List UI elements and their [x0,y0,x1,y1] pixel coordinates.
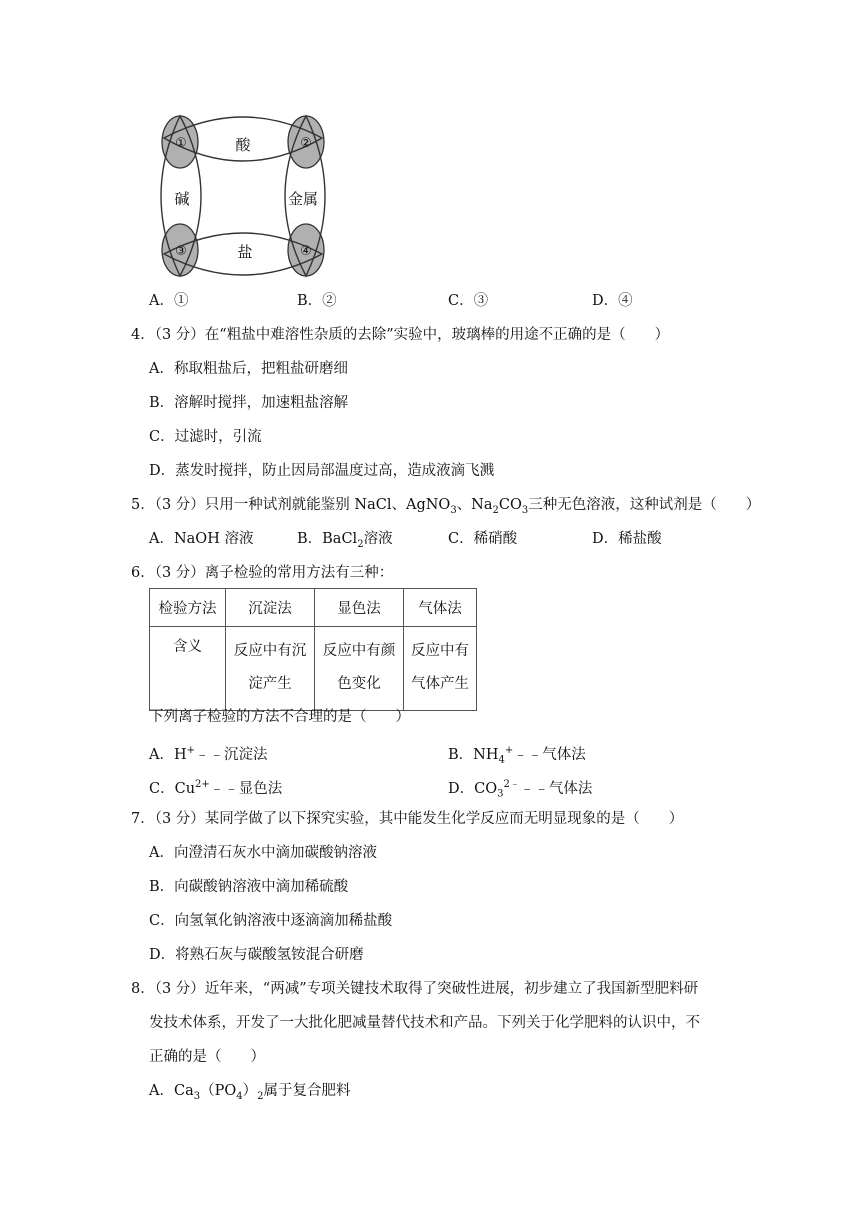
q8-option-a-text: （PO [200,1083,237,1099]
label-acid: 酸 [235,136,251,154]
q5-stem [131,495,760,521]
label-n2: ② [300,136,312,151]
table-cell-line: 淀产生 [248,676,292,692]
q8-option-a-text: ） [242,1083,258,1099]
q7-option-a[interactable]: A．向澄清石灰水中滴加碳酸钠溶液 [149,845,377,861]
q5-option-b-subscript: 2 [357,538,364,550]
q6-option-c-superscript: 2+ [195,779,210,790]
q6-option-d-text: ﹣﹣气体法 [519,780,593,797]
q6-option-d-text: D．CO [448,780,498,797]
q5-stem-part: 5．（3 分）只用一种试剂就能鉴别 NaCl、AgNO [131,497,451,513]
q6-option-b-text: B．NH [448,746,499,763]
q5-option-b-text: 溶液 [363,531,393,547]
q4-option-a[interactable]: A．称取粗盐后，把粗盐研磨细 [149,361,348,377]
q6-option-d-subscript: 3 [497,788,504,800]
q6-option-a[interactable] [149,741,268,765]
q3-option-c[interactable]: C．③ [448,293,489,309]
q5-stem-part: 三种无色溶液，这种试剂是（ ） [528,497,761,513]
q6-option-b[interactable] [448,741,586,771]
q6-option-c[interactable] [149,775,282,799]
q4-option-b[interactable]: B．溶解时搅拌，加速粗盐溶解 [149,395,349,411]
table-cell-line: 反应中有颜 [322,643,396,659]
q8-stem-line1: 8．（3 分）近年来，“两减”专项关键技术取得了突破性进展，初步建立了我国新型肥料研 [131,981,699,997]
q6-option-d-superscript: 2﹣ [503,779,520,790]
label-base: 碱 [174,190,190,208]
q5-option-b[interactable] [297,529,393,555]
q8-option-a[interactable] [149,1081,351,1107]
q5-option-d[interactable]: D．稀盐酸 [592,531,662,547]
q5-subscript: 3 [450,504,457,516]
q3-option-d[interactable]: D．④ [592,293,633,309]
table-cell [226,627,315,711]
table-cell-line: 色变化 [337,676,381,692]
q8-option-a-subscript: 2 [257,1090,264,1102]
q8-stem-line2: 发技术体系，开发了一大批化肥减量替代技术和产品。下列关于化学肥料的认识中，不 [149,1015,700,1031]
q6-option-a-superscript: + [186,745,196,756]
table-cell [315,627,404,711]
label-metal: 金属 [287,190,319,208]
q7-stem: 7．（3 分）某同学做了以下探究实验，其中能发生化学反应而无明显现象的是（ ） [131,811,684,827]
q5-subscript: 2 [492,504,499,516]
q6-option-b-text: ﹣﹣气体法 [513,746,586,763]
q5-option-c[interactable]: C．稀硝酸 [448,531,518,547]
q6-option-d[interactable] [448,775,592,805]
table-row-label: 含义 [150,627,226,711]
q8-option-a-text: 属于复合肥料 [263,1083,351,1099]
q6-option-b-superscript: + [504,745,514,756]
q5-stem-part: CO [498,497,522,513]
q4-option-c[interactable]: C．过滤时，引流 [149,429,262,445]
table-row [150,627,477,711]
q7-option-d[interactable]: D．将熟石灰与碳酸氢铵混合研磨 [149,947,364,963]
table-cell-line: 气体产生 [411,676,469,692]
q5-option-b-text: B．BaCl [297,531,358,547]
q5-subscript: 3 [521,504,529,516]
q4-stem: 4．（3 分）在“粗盐中难溶性杂质的去除”实验中，玻璃棒的用途不正确的是（ ） [131,327,670,343]
table-header-cell: 显色法 [315,589,404,627]
q6-option-a-text: A．H [149,746,187,763]
label-n4: ④ [300,244,312,259]
q5-stem-part: 、Na [456,497,493,513]
table-header-cell: 检验方法 [150,589,226,627]
label-n3: ③ [175,244,187,259]
acid-base-salt-metal-diagram [150,108,336,286]
q3-option-b[interactable]: B．② [297,293,337,309]
q6-option-b-subscript: 4 [498,754,505,766]
q4-option-d[interactable]: D．蒸发时搅拌，防止因局部温度过高，造成液滴飞溅 [149,463,495,479]
q6-option-c-text: ﹣﹣显色法 [209,780,283,797]
q6-stem: 6．（3 分）离子检验的常用方法有三种： [131,565,394,581]
table-cell-line: 反应中有 [411,643,469,659]
q8-stem-line3: 正确的是（ ） [149,1049,265,1065]
label-n1: ① [175,136,187,151]
table-cell [404,627,477,711]
table-header-cell: 气体法 [404,589,477,627]
q8-option-a-subscript: 3 [193,1090,201,1102]
table-cell-line: 反应中有沉 [233,643,307,659]
q6-option-c-text: C．Cu [149,780,196,797]
q7-option-b[interactable]: B．向碳酸钠溶液中滴加稀硫酸 [149,879,349,895]
table-header-row [150,589,477,627]
table-header-cell: 沉淀法 [226,589,315,627]
label-salt: 盐 [237,243,253,261]
q7-option-c[interactable]: C．向氢氧化钠溶液中逐滴滴加稀盐酸 [149,913,393,929]
q6-question: 下列离子检验的方法不合理的是（ ） [149,709,410,725]
q5-option-a[interactable]: A．NaOH 溶液 [149,531,254,547]
ion-test-methods-table [149,588,477,711]
q6-option-a-text: ﹣﹣沉淀法 [195,746,268,763]
q8-option-a-text: A．Ca [149,1083,194,1099]
q3-option-a[interactable]: A．① [149,293,189,309]
q8-option-a-subscript: 4 [236,1090,243,1102]
